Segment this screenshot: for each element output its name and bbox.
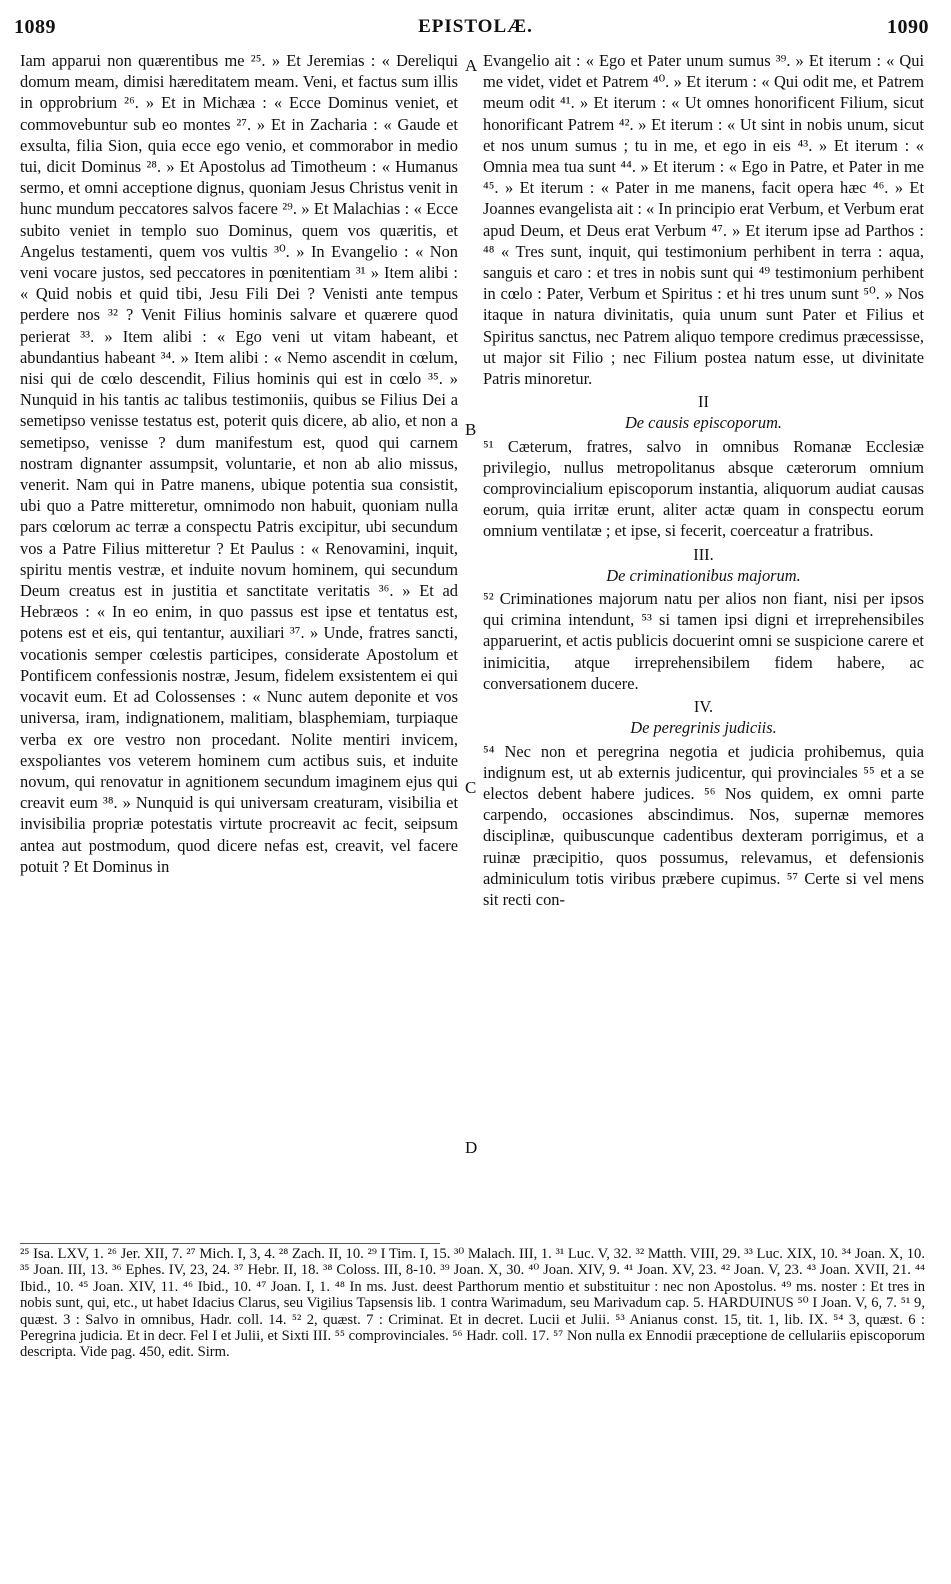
section-heading: De criminationibus majorum. bbox=[606, 565, 801, 585]
margin-letter-d: D bbox=[465, 1138, 478, 1157]
section-number: II bbox=[698, 392, 709, 412]
section-heading: De peregrinis judiciis. bbox=[630, 718, 777, 738]
section-text: ⁵⁴ Nec non et peregrina negotia et judicia prohibemus, quia indignum est, ut ab externis judicentur, qui provinciales ⁵⁵ et a se electos debent habere judices. ⁵⁶ Nos quidem, ex omni parte carpendo, occasiones abscindimus. Nos, supernæ memores disciplinæ, quibuscunque cadentibus dexteram porrigimus, et a ruinæ præcipitio, quos possumus, relevamus, et defensionis adminiculum totis viribus præbere cupimus. ⁵⁷ Certe si vel mens sit recti con- bbox=[483, 741, 924, 909]
right-column bbox=[483, 50, 924, 910]
margin-letter-b: B bbox=[465, 420, 477, 439]
footnotes bbox=[20, 1246, 925, 1361]
right-column-intro: Evangelio ait : « Ego et Pater unum sumus ³⁹. » Et iterum : « Qui me videt, videt et Patrem ⁴⁰. » Et iterum : « Qui odit me, et Patrem meum odit ⁴¹. » Et iterum : « Ut omnes honorificent Filium, sicut honorificant Patrem ⁴². » Et iterum : « Ut sint in nobis unum, sicut et nos unum sumus ; tu in me, et ego in eis ⁴³. » Et iterum : « Omnia mea tua sunt ⁴⁴. » Et iterum : « Ego in Patre, et Pater in me ⁴⁵. » Et iterum : « Pater in me manens, facit opera hæc ⁴⁶. » Et Joannes evangelista ait : « In principio erat Verbum, et Verbum erat apud Deum, et Deus erat Verbum ⁴⁷. » Et iterum ipse ad Parthos : ⁴⁸ « Tres sunt, inquit, qui testimonium perhibent in terra : aqua, sanguis et caro : et tres in nobis sunt qui ⁴⁹ testimonium perhibent in cœlo : Pater, Verbum et Spiritus : et hi tres unum sunt ⁵⁰. » Nos itaque in natura divinitatis, quia unum sunt Pater et Filius et Spiritus sanctus, nec Patrem aliquo tempore credimus præcessisse, ut major sit Filio ; nec Filium postea natum esse, ut divinitate Patris minoretur. bbox=[483, 51, 924, 389]
left-column-text: Iam apparui non quærentibus me ²⁵. » Et Jeremias : « Dereliqui domum meam, dimisi hæreditatem meam. Veni, et factus sum illis in opprobrium ²⁶. » Et in Michæa : « Ecce Dominus veniet, et commovebuntur sub eo montes ²⁷. » Et in Zacharia : « Gaude et exsulta, filia Sion, quia ecce ego venio, et commorabor in medio tui, dicit Dominus ²⁸. » Et Apostolus ad Timotheum : « Humanus sermo, et omni acceptione dignus, quoniam Jesus Christus venit in hunc mundum peccatores salvos facere ²⁹. » Et Malachias : « Ecce subito veniet in templo suo Dominus, quem vos quæritis, et Angelus testamenti, quem vos vultis ³⁰. » In Evangelio : « Non veni vocare justos, sed peccatores in pœnitentiam ³¹ » Item alibi : « Quid nobis et quid tibi, Jesu Fili Dei ? Venisti ante tempus perdere nos ³² ? Venit Filius hominis salvare et quærere quod perierat ³³. » Item alibi : « Ego veni ut vitam habeant, et abundantius habeant ³⁴. » Item alibi : « Nemo ascendit in cœlum, nisi qui de cœlo descendit, Filius hominis qui est in cœlo ³⁵. » Nunquid in his tantis ac talibus testimoniis, quibus se Filius Dei a semetipso venisse testatus est, poterit quis dicere, ab alio, et non a semetipso, venisse ? dum manifestum est, quod qui carnem nostram dignanter assumpsit, voluntarie, et non ab alio missus, venerit. Nam qui in Patre manens, ubique potentia sua consistit, ubi quo a Patre mitteretur, omnimodo non habuit, quoniam nulla pars cœlorum ac terræ a conspectu Patris excipitur, ubi secundum vos a Patre Filius mitteretur ? Et Paulus : « Renovamini, inquit, spiritu mentis vestræ, et induite novum hominem, qui secundum Deum creatus est in justitia et sanctitate veritatis ³⁶. » Et ad Hebræos : « In eo enim, in quo passus est ipse et tentatus est, potens est et eis, qui tentantur, auxiliari ³⁷. » Unde, fratres sancti, vocationis semper cœlestis participes, considerate Apostolum et Pontificem confessionis nostræ, Jesum, fidelem exsistentem ei qui vocavit eum. Et ad Colossenses : « Nunc autem deponite et vos universa, iram, indignationem, malitiam, blasphemiam, turpiaque verba ex ore vestro non procedant. Nolite mentiri invicem, exspoliantes vos veterem hominem cum actibus suis, et induite novum, qui renovatur in agnitionem secundum imaginem ejus qui creavit eum ³⁸. » Nunquid is qui universam creaturam, visibilia et invisibilia propriæ potestatis virtute procreavit ac fecit, seipsum antea aut postmodum, quod dicere nefas est, creavit, vel facere potuit ? Et Dominus in bbox=[20, 51, 458, 876]
page-number-left: 1089 bbox=[14, 16, 56, 38]
section-text: ⁵¹ Cæterum, fratres, salvo in omnibus Romanæ Ecclesiæ privilegio, nullus metropolitanus absque cæterorum omnium comprovincialium episcoporum instantia, aliquorum audiat causas eorum, quia irritæ erunt, aliter actæ quam in conspectu eorum omnium ventilatæ ; et ipse, si fecerit, coerceatur a fratribus. bbox=[483, 436, 924, 541]
footnotes-text: ²⁵ Isa. LXV, 1. ²⁶ Jer. XII, 7. ²⁷ Mich. I, 3, 4. ²⁸ Zach. II, 10. ²⁹ I Tim. I, 15. ³⁰ Malach. III, 1. ³¹ Luc. V, 32. ³² Matth. VIII, 29. ³³ Luc. XIX, 10. ³⁴ Joan. X, 10. ³⁵ Joan. III, 13. ³⁶ Ephes. IV, 23, 24. ³⁷ Hebr. II, 18. ³⁸ Coloss. III, 8-10. ³⁹ Joan. X, 30. ⁴⁰ Joan. XIV, 9. ⁴¹ Joan. XV, 23. ⁴² Joan. V, 23. ⁴³ Joan. XVII, 21. ⁴⁴ Ibid., 10. ⁴⁵ Joan. XIV, 11. ⁴⁶ Ibid., 10. ⁴⁷ Joan. I, 1. ⁴⁸ In ms. Just. deest Parthorum mentio et substituitur : nec non Apostolus. ⁴⁹ ms. noster : Et tres in nobis sunt, qui, etc., ut habet Idacius Clarus, seu Vigilius Tapsensis lib. 1 contra Warimadum, seu Marivadum cap. 5. HARDUINUS ⁵⁰ I Joan. V, 6, 7. ⁵¹ 9, quæst. 3 : Salvo in omnibus, Hadr. coll. 14. ⁵² 2, quæst. 7 : Criminat. Et in decret. Lucii et Julii. ⁵³ Anianus const. 15, tit. 1, lib. IX. ⁵⁴ 3, quæst. 6 : Peregrina judicia. Et in decr. Fel I et Julii, et Sixti III. ⁵⁵ comprovinciales. ⁵⁶ Hadr. coll. 17. ⁵⁷ Non nulla ex Ennodii præceptione de cellulariis episcoporum descripta. Vide pag. 450, edit. Sirm. bbox=[20, 1246, 925, 1361]
running-title: EPISTOLÆ. bbox=[418, 16, 533, 37]
page-number-right: 1090 bbox=[887, 16, 929, 38]
section-text: ⁵² Criminationes majorum natu per alios non fiant, nisi per ipsos qui crimina intendunt, ⁵³ si tamen ipsi digni et irreprehensibiles apparuerint, et actis publicis docuerint omni se suspicione carere et inimicitia, atque irreprehensibilem fidem habere, ac conversationem ducere. bbox=[483, 589, 924, 693]
margin-letter-a: A bbox=[465, 56, 478, 75]
left-column bbox=[20, 50, 458, 877]
footnote-divider bbox=[20, 1243, 440, 1244]
section-number: III. bbox=[693, 544, 714, 564]
margin-letter-c: C bbox=[465, 778, 477, 797]
section-number: IV. bbox=[693, 697, 714, 717]
section-heading: De causis episcoporum. bbox=[624, 413, 783, 433]
page-header bbox=[0, 6, 951, 46]
